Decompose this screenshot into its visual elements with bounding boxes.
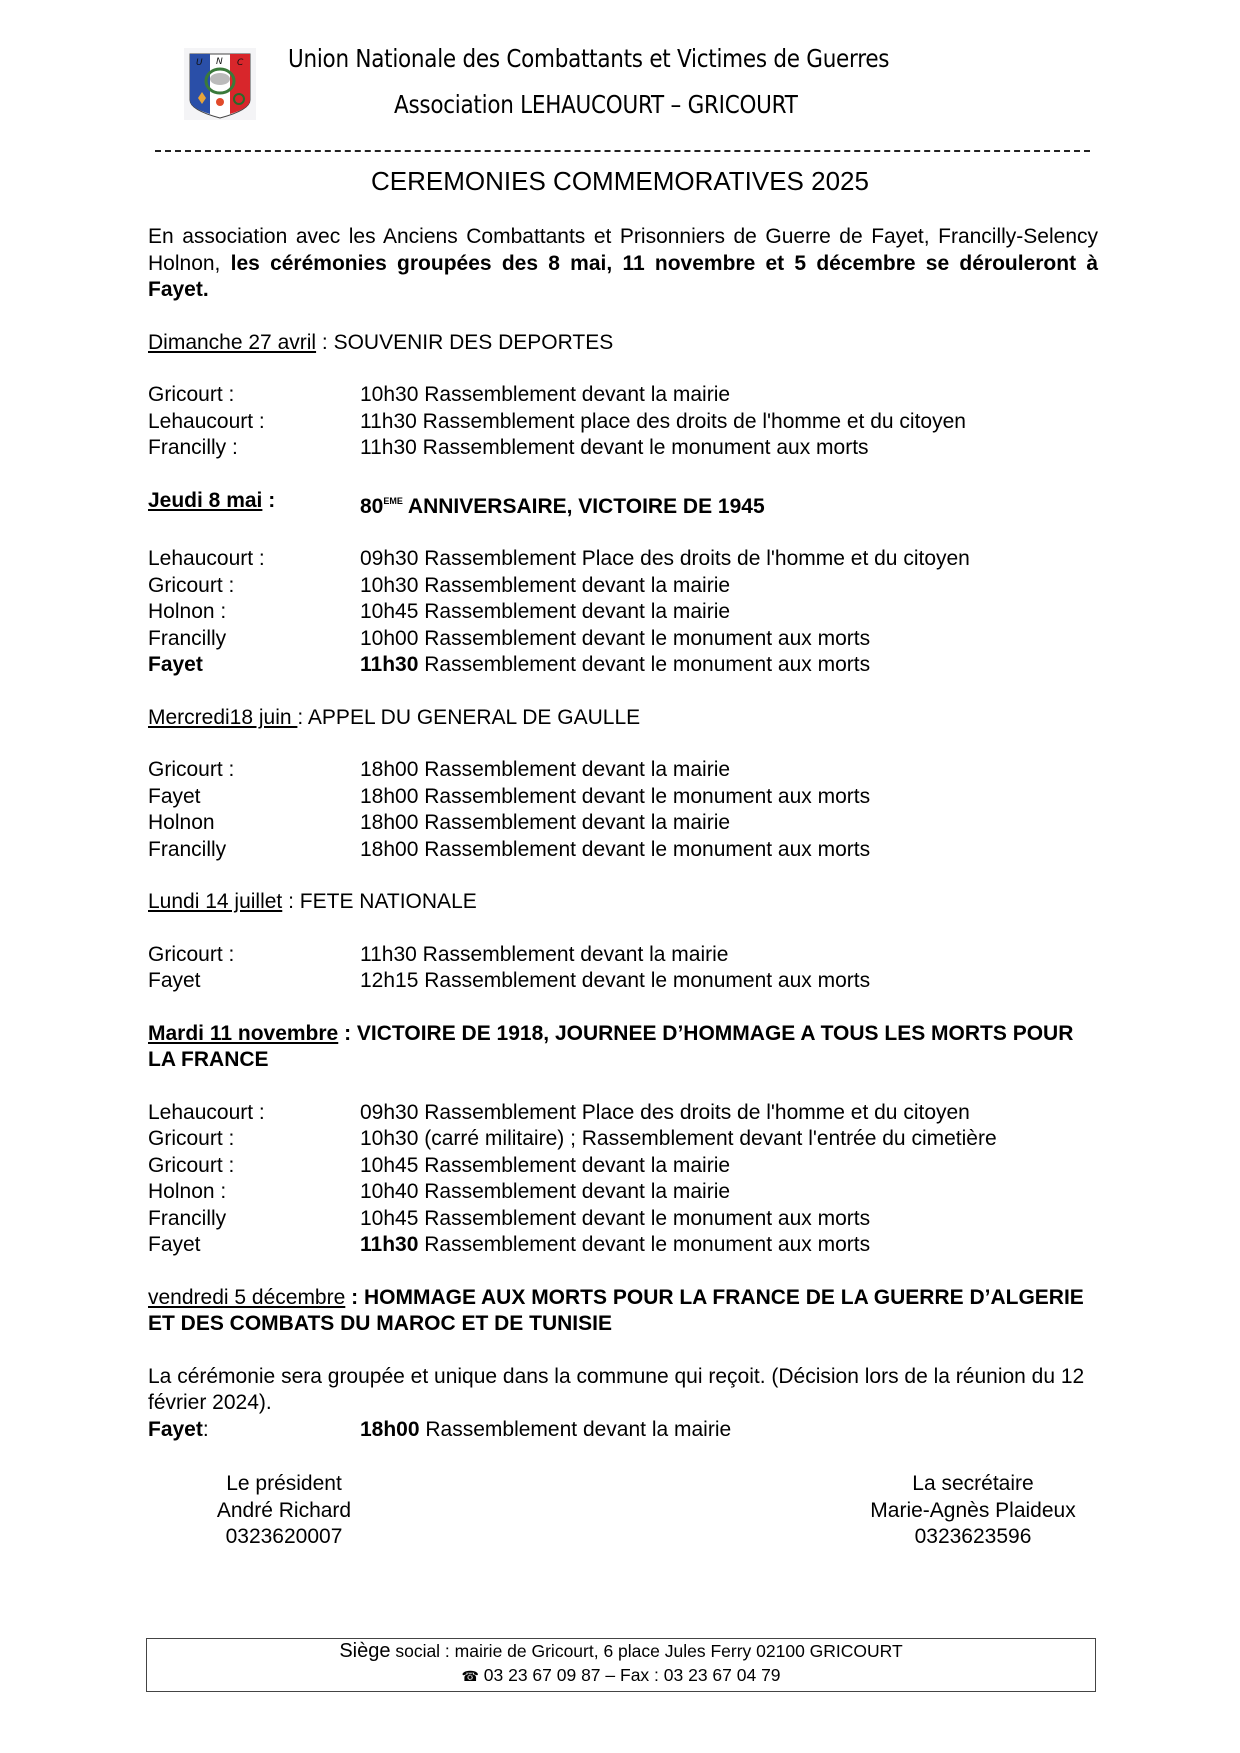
schedule-row	[148, 1179, 1098, 1206]
section-note: La cérémonie sera groupée et unique dans la commune qui reçoit. (Décision lors de la réunion du 12 février 2024).	[148, 1364, 1085, 1414]
phone-icon: ☎	[461, 1668, 479, 1684]
row-time: 10h45	[360, 1206, 419, 1230]
schedule-row	[148, 1153, 1098, 1180]
schedule-row	[148, 968, 1098, 995]
row-text: Rassemblement devant le monument aux morts	[418, 969, 871, 992]
section-heading	[148, 1021, 1098, 1074]
row-place: Gricourt :	[148, 383, 235, 406]
event-ordinal: 80	[360, 494, 384, 518]
schedule-list	[148, 1100, 1098, 1259]
schedule-row-highlight	[148, 1417, 1098, 1444]
schedule-row	[148, 382, 1098, 409]
row-text: Rassemblement devant le monument aux morts	[418, 626, 871, 650]
row-time: 09h30	[360, 1100, 419, 1124]
row-place: Fayet	[148, 1233, 201, 1256]
row-place: Gricourt :	[148, 1153, 235, 1177]
section-event: APPEL DU GENERAL DE GAULLE	[307, 705, 641, 729]
section-date: Mardi 11 novembre	[148, 1021, 339, 1045]
page-title: CEREMONIES COMMEMORATIVES 2025	[371, 166, 869, 196]
row-text: Rassemblement devant la mairie	[418, 573, 731, 597]
section-heading	[148, 1285, 1098, 1338]
schedule-row	[148, 409, 1098, 436]
row-time: 10h40	[360, 1180, 419, 1203]
section-separator: :	[345, 1285, 364, 1309]
row-text: Rassemblement Place des droits de l'homme et du citoyen	[418, 547, 970, 570]
section-11-novembre	[148, 1021, 1098, 1259]
row-place: Gricourt :	[148, 573, 235, 597]
row-time: 18h00	[360, 784, 419, 808]
row-place: Lehaucourt :	[148, 1100, 265, 1124]
org-name: Union Nationale des Combattants et Victimes de Guerres	[288, 44, 890, 73]
row-place: Lehaucourt :	[148, 547, 265, 570]
row-time: 11h30	[360, 942, 417, 966]
row-text: Rassemblement devant la mairie	[418, 1180, 731, 1203]
section-heading	[148, 889, 1098, 916]
row-text: Rassemblement devant la mairie	[418, 383, 731, 406]
row-text: Rassemblement devant la mairie	[418, 758, 731, 781]
section-date: Jeudi 8 mai	[148, 488, 263, 512]
signature-name: André Richard	[216, 1498, 352, 1522]
footer-address-text: social : mairie de Gricourt, 6 place Jules Ferry 02100 GRICOURT	[390, 1641, 903, 1661]
row-place: Francilly :	[148, 436, 238, 459]
section-event: FETE NATIONALE	[299, 890, 477, 913]
schedule-row	[148, 626, 1098, 653]
section-separator: :	[282, 890, 300, 913]
row-text: Rassemblement devant le monument aux morts	[416, 436, 869, 459]
signature-phone: 0323620007	[225, 1525, 343, 1548]
association-name: Association LEHAUCOURT – GRICOURT	[394, 90, 798, 119]
section-heading	[148, 330, 1098, 357]
section-event: SOUVENIR DES DEPORTES	[333, 330, 614, 354]
section-27-avril	[148, 330, 1098, 462]
row-text: Rassemblement Place des droits de l'homme et du citoyen	[418, 1100, 970, 1124]
row-time: 10h45	[360, 1153, 419, 1177]
section-separator: :	[297, 705, 308, 729]
section-18-juin	[148, 705, 1098, 864]
row-text: Rassemblement devant la mairie	[416, 942, 729, 966]
footer-contact	[147, 1663, 1095, 1688]
row-time: 11h30	[360, 409, 417, 433]
header-divider	[155, 150, 1090, 152]
signature-secretary	[848, 1471, 1098, 1551]
section-separator: :	[316, 330, 334, 354]
row-place-suffix: :	[202, 1417, 209, 1441]
row-text: (carré militaire) ; Rassemblement devant l'entrée du cimetière	[418, 1127, 997, 1150]
section-date: Lundi 14 juillet	[148, 890, 283, 913]
schedule-row	[148, 784, 1098, 811]
footer-phone-fax: 03 23 67 09 87 – Fax : 03 23 67 04 79	[478, 1665, 781, 1685]
section-heading	[148, 705, 1098, 732]
row-text: Rassemblement devant la mairie	[418, 1153, 731, 1177]
schedule-row	[148, 435, 1098, 462]
row-place: Gricourt :	[148, 942, 235, 966]
schedule-row	[148, 837, 1098, 864]
row-time: 09h30	[360, 547, 419, 570]
row-place: Francilly	[148, 626, 227, 650]
row-place: Fayet	[148, 653, 203, 676]
footer-address	[147, 1639, 1095, 1663]
row-time: 10h30	[360, 383, 419, 406]
row-time: 18h00	[360, 837, 419, 861]
row-place: Francilly	[148, 837, 227, 861]
schedule-row	[148, 810, 1098, 837]
signature-name: Marie-Agnès Plaideux	[870, 1498, 1076, 1522]
intro-normal: En association avec les Anciens Combattants et Prisonniers de Guerre de Fayet, Francilly-Selency Holnon,	[148, 225, 1098, 275]
schedule-row	[148, 546, 1098, 573]
signature-role: Le président	[226, 1472, 342, 1495]
section-event: ANNIVERSAIRE, VICTOIRE DE 1945	[402, 494, 765, 518]
logo-letter-n: N	[216, 57, 223, 67]
row-place: Fayet	[148, 969, 201, 992]
section-event: HOMMAGE AUX MORTS POUR LA FRANCE DE LA GUERRE D’ALGERIE ET DES COMBATS DU MAROC ET DE TUNISIE	[148, 1285, 1084, 1335]
schedule-row-highlight	[148, 1232, 1098, 1259]
row-time: 10h00	[360, 626, 419, 650]
schedule-row	[148, 599, 1098, 626]
row-text: Rassemblement devant la mairie	[419, 1417, 732, 1441]
intro-bold: les cérémonies groupées des 8 mai, 11 novembre et 5 décembre se dérouleront à Fayet.	[148, 251, 1098, 301]
logo-letter-u: U	[196, 58, 203, 68]
row-time: 18h00	[360, 811, 419, 834]
row-time: 10h30	[360, 573, 419, 597]
logo-letter-c: C	[237, 58, 244, 68]
schedule-list	[148, 546, 1098, 679]
schedule-list	[148, 942, 1098, 995]
schedule-row	[148, 1126, 1098, 1153]
row-time: 10h45	[360, 600, 419, 623]
row-text: Rassemblement devant le monument aux morts	[418, 1233, 871, 1256]
section-date: Dimanche 27 avril	[148, 330, 317, 354]
row-text: Rassemblement devant le monument aux morts	[418, 837, 871, 861]
row-text: Rassemblement devant la mairie	[418, 811, 731, 834]
letterhead	[180, 44, 1080, 134]
row-time: 10h30	[360, 1127, 419, 1150]
signature-phone: 0323623596	[914, 1525, 1032, 1548]
schedule-row	[148, 1100, 1098, 1127]
footer-address-box	[146, 1638, 1096, 1692]
row-place: Lehaucourt :	[148, 409, 265, 433]
row-time: 18h00	[360, 758, 419, 781]
schedule-row-highlight	[148, 652, 1098, 679]
row-place: Gricourt :	[148, 1127, 235, 1150]
row-text: Rassemblement devant le monument aux morts	[418, 1206, 871, 1230]
event-ordinal-suffix: EME	[383, 495, 403, 506]
section-date: Mercredi18 juin	[148, 705, 298, 729]
row-text: Rassemblement place des droits de l'homme et du citoyen	[416, 409, 966, 433]
row-place: Holnon	[148, 811, 215, 834]
row-text: Rassemblement devant le monument aux morts	[418, 784, 871, 808]
footer-siege: Siège	[339, 1640, 391, 1662]
schedule-row	[148, 757, 1098, 784]
schedule-list	[148, 757, 1098, 863]
signature-role: La secrétaire	[912, 1472, 1034, 1495]
schedule-row	[148, 942, 1098, 969]
row-time: 18h00	[360, 1417, 420, 1441]
section-date: vendredi 5 décembre	[148, 1285, 346, 1309]
section-event: VICTOIRE DE 1918, JOURNEE D’HOMMAGE A TOUS LES MORTS POUR LA FRANCE	[148, 1021, 1074, 1071]
row-time: 12h15	[360, 969, 419, 992]
row-text: Rassemblement devant le monument aux morts	[418, 653, 871, 676]
row-place: Holnon :	[148, 1180, 227, 1203]
row-time: 11h30	[360, 436, 417, 459]
schedule-list	[148, 382, 1098, 462]
ceremonies-content	[148, 224, 1098, 1443]
section-5-decembre	[148, 1285, 1098, 1444]
section-14-juillet	[148, 889, 1098, 995]
row-place: Holnon :	[148, 600, 227, 623]
schedule-row	[148, 1206, 1098, 1233]
section-separator: :	[262, 488, 276, 512]
row-place: Gricourt :	[148, 758, 235, 781]
unc-logo-icon	[184, 48, 256, 120]
section-8-mai	[148, 488, 1098, 679]
row-time: 11h30	[360, 653, 419, 676]
row-place: Fayet	[148, 784, 201, 808]
signatures	[148, 1471, 1098, 1551]
row-text: Rassemblement devant la mairie	[418, 600, 731, 623]
row-place: Francilly	[148, 1206, 227, 1230]
row-place: Fayet	[148, 1417, 203, 1441]
section-heading	[148, 488, 1098, 521]
schedule-row	[148, 573, 1098, 600]
section-separator: :	[338, 1021, 357, 1045]
intro-paragraph	[148, 224, 1098, 304]
row-time: 11h30	[360, 1233, 419, 1256]
signature-president	[148, 1471, 420, 1551]
